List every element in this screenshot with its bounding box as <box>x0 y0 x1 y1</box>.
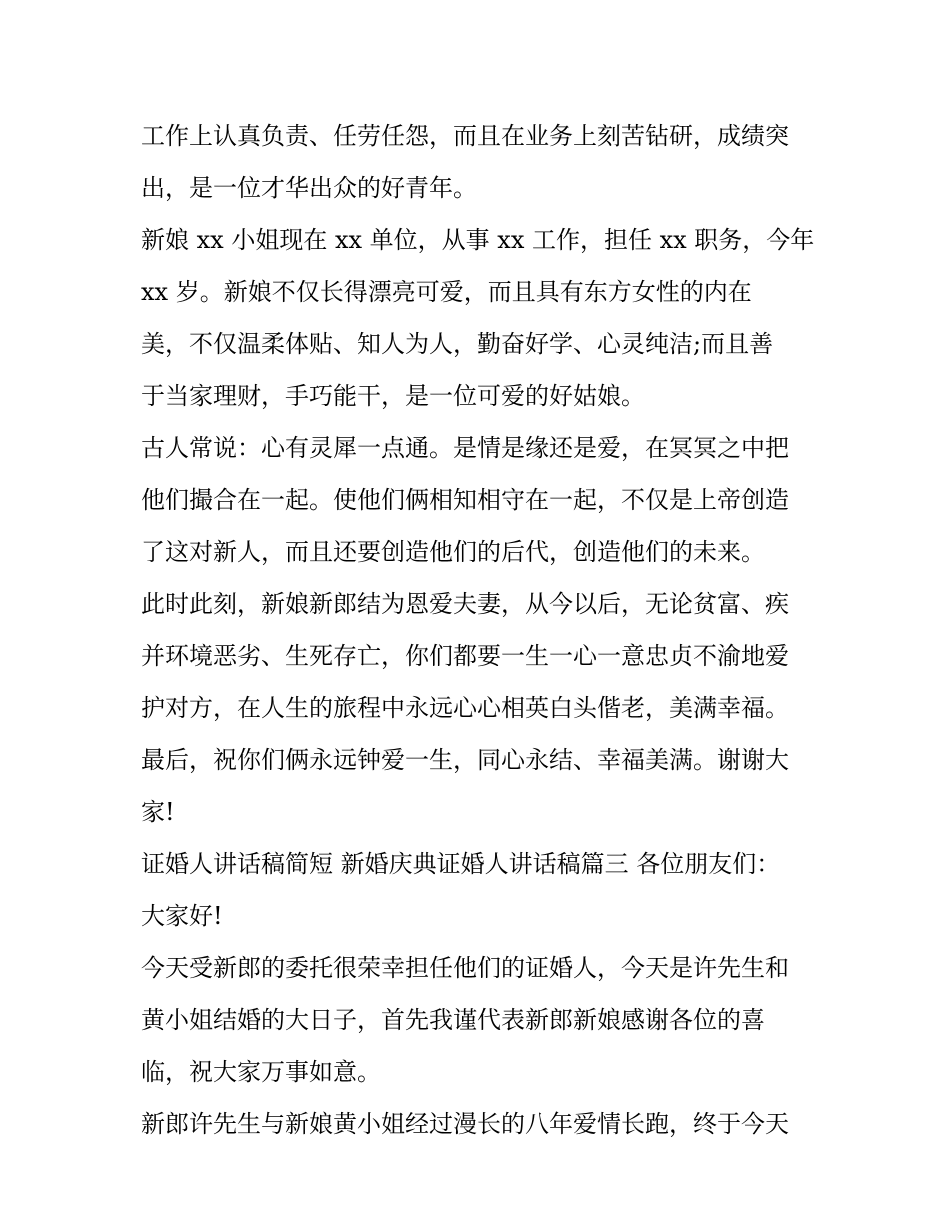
text-line: 他们撮合在一起。使他们俩相知相守在一起，不仅是上帝创造 <box>141 486 789 514</box>
text-line: 了这对新人，而且还要创造他们的后代，创造他们的未来。 <box>141 538 765 566</box>
text-line: 家! <box>141 798 175 826</box>
text-line: 新娘 xx 小姐现在 xx 单位，从事 xx 工作，担任 xx 职务，今年 <box>141 226 815 254</box>
text-line: 新郎许先生与新娘黄小姐经过漫长的八年爱情长跑，终于今天 <box>141 1110 789 1138</box>
text-line: 工作上认真负责、任劳任怨，而且在业务上刻苦钻研，成绩突 <box>141 122 789 150</box>
text-line: 并环境恶劣、生死存亡，你们都要一生一心一意忠贞不渝地爱 <box>141 642 789 670</box>
text-line: 黄小姐结婚的大日子，首先我谨代表新郎新娘感谢各位的喜 <box>141 1006 765 1034</box>
text-line: 出，是一位才华出众的好青年。 <box>141 174 477 202</box>
text-line: 于当家理财，手巧能干，是一位可爱的好姑娘。 <box>141 382 645 410</box>
text-line: 古人常说：心有灵犀一点通。是情是缘还是爱，在冥冥之中把 <box>141 434 789 462</box>
text-line: 临，祝大家万事如意。 <box>141 1058 381 1086</box>
text-line: 最后，祝你们俩永远钟爱一生，同心永结、幸福美满。谢谢大 <box>141 746 789 774</box>
text-line: 此时此刻，新娘新郎结为恩爱夫妻，从今以后，无论贫富、疾 <box>141 590 789 618</box>
text-line: xx 岁。新娘不仅长得漂亮可爱，而且具有东方女性的内在 <box>141 278 752 306</box>
document-body <box>141 110 821 1150</box>
section-heading: 证婚人讲话稿简短 新婚庆典证婚人讲话稿篇三 各位朋友们： <box>141 850 781 878</box>
text-line: 今天受新郎的委托很荣幸担任他们的证婚人，今天是许先生和 <box>141 954 789 982</box>
text-line: 护对方，在人生的旅程中永远心心相英白头偕老，美满幸福。 <box>141 694 789 722</box>
text-line: 大家好! <box>141 902 223 930</box>
text-line: 美，不仅温柔体贴、知人为人，勤奋好学、心灵纯洁;而且善 <box>141 330 774 358</box>
